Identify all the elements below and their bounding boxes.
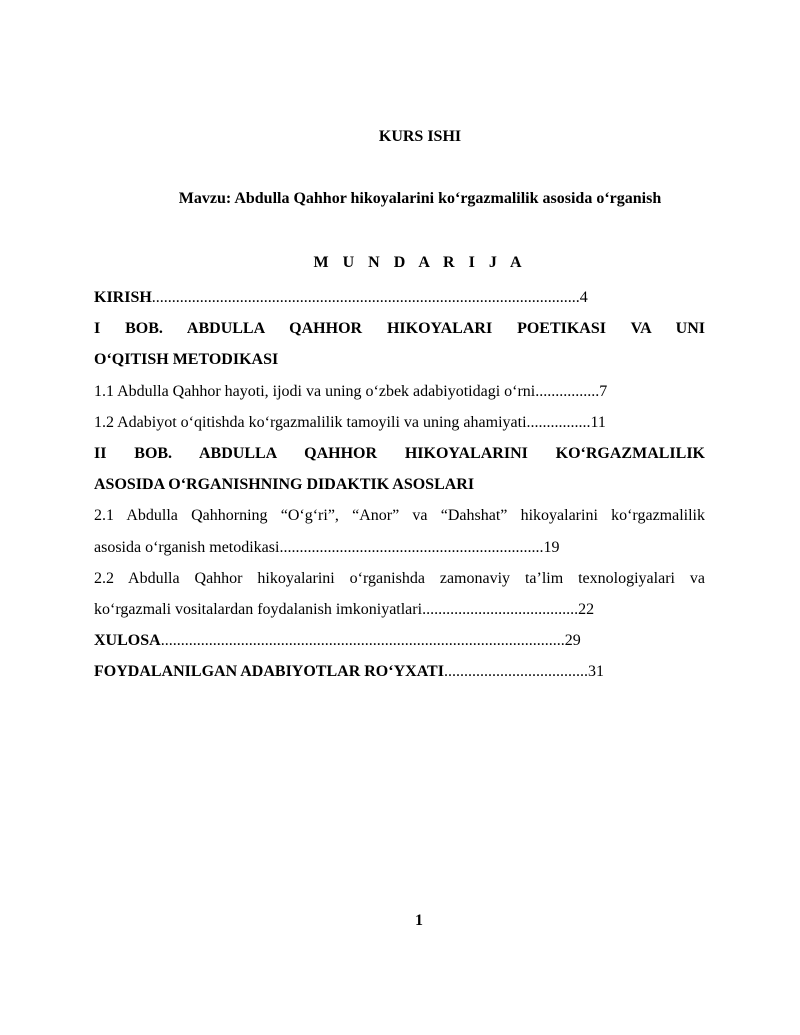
toc-entry-1-1[interactable] xyxy=(94,376,705,407)
toc-entry-label: XULOSA xyxy=(94,632,161,650)
toc-entry-label: 1.1 Abdulla Qahhor hayoti, ijodi va uning o‘zbek adabiyotidagi o‘rni xyxy=(94,382,536,400)
toc-entry-label: II BOB. ABDULLA QAHHOR HIKOYALARINI KO‘RGAZMALILIK xyxy=(94,445,705,463)
toc-entry-label: KIRISH xyxy=(94,289,152,306)
toc-entry-chapter-2[interactable] xyxy=(94,438,705,500)
toc-page-number: 19 xyxy=(543,538,560,556)
toc-leader: ................ xyxy=(535,382,600,400)
page-number: 1 xyxy=(415,912,423,929)
toc-heading: M U N D A R I J A xyxy=(313,254,527,271)
toc-entry-label: 2.1 Abdulla Qahhorning “O‘g‘ri”, “Anor” va “Dahshat” hikoyalarini ko‘rgazmalilik xyxy=(94,507,705,525)
toc-page-number: 31 xyxy=(587,663,604,681)
toc-page-number: 29 xyxy=(564,632,581,650)
toc-entry-label: 1.2 Adabiyot o‘qitishda ko‘rgazmalilik tamoyili va uning ahamiyati xyxy=(94,413,527,431)
toc-leader: ........................................................................................................... xyxy=(151,289,580,306)
table-of-contents xyxy=(94,282,705,688)
toc-entry-2-2[interactable] xyxy=(94,563,705,625)
toc-entry-xulosa[interactable] xyxy=(94,625,705,656)
toc-entry-label-continued: O‘QITISH METODIKASI xyxy=(94,351,279,369)
toc-entry-kirish[interactable] xyxy=(94,282,705,313)
toc-entry-bibliography[interactable] xyxy=(94,656,705,687)
document-title: KURS ISHI xyxy=(378,128,462,145)
toc-entry-2-1[interactable] xyxy=(94,500,705,562)
toc-entry-label-continued: ko‘rgazmali vositalardan foydalanish imkoniyatlari xyxy=(94,601,423,619)
toc-entry-label-continued: ASOSIDA O‘RGANISHNING DIDAKTIK ASOSLARI xyxy=(94,476,475,494)
toc-leader: ..................................................................................................... xyxy=(160,632,565,650)
toc-leader: .................................... xyxy=(443,663,588,681)
toc-entry-label: I BOB. ABDULLA QAHHOR HIKOYALARI POETIKASI VA UNI xyxy=(94,320,705,338)
toc-entry-1-2[interactable] xyxy=(94,407,705,438)
toc-entry-label: 2.2 Abdulla Qahhor hikoyalarini o‘rganishda zamonaviy ta’lim texnologiyalari va xyxy=(94,569,705,587)
toc-leader: .................................................................. xyxy=(279,538,544,556)
toc-leader: ....................................... xyxy=(422,601,579,619)
toc-page-number: 11 xyxy=(590,413,606,431)
toc-page-number: 7 xyxy=(599,382,608,400)
toc-page-number: 22 xyxy=(578,601,595,619)
toc-entry-label-continued: asosida o‘rganish metodikasi xyxy=(94,538,280,556)
toc-entry-chapter-1[interactable] xyxy=(94,313,705,375)
toc-leader: ................ xyxy=(526,413,591,431)
toc-entry-label: FOYDALANILGAN ADABIYOTLAR RO‘YXATI xyxy=(94,663,444,681)
toc-page-number: 4 xyxy=(579,289,588,306)
document-topic: Mavzu: Abdulla Qahhor hikoyalarini ko‘rgazmalilik asosida o‘rganish xyxy=(178,190,662,207)
